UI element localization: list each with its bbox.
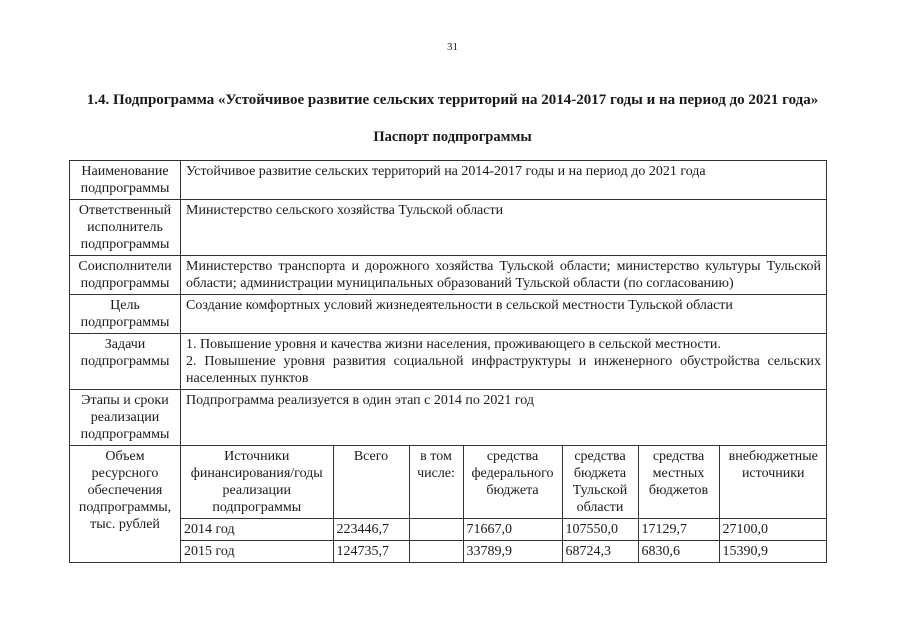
task-item: 1. Повышение уровня и качества жизни населения, проживающего в сельской местности. xyxy=(186,337,721,352)
incl-cell xyxy=(409,541,463,563)
passport-table xyxy=(69,160,827,563)
extra-cell: 15390,9 xyxy=(719,541,827,563)
row-funding xyxy=(70,446,827,563)
funding-header-row xyxy=(181,446,827,519)
local-cell: 6830,6 xyxy=(638,541,719,563)
header-federal: средства федерального бюджета xyxy=(463,446,562,519)
name-label: Наименование подпрограммы xyxy=(70,161,181,200)
passport-title: Паспорт подпрограммы xyxy=(373,129,532,145)
year-cell: 2015 год xyxy=(181,541,333,563)
stages-label: Этапы и сроки реализации подпрограммы xyxy=(70,390,181,446)
executor-value: Министерство сельского хозяйства Тульской области xyxy=(181,200,827,256)
header-source: Источники финансирования/годы реализации подпрограммы xyxy=(181,446,333,519)
funding-label: Объем ресурсного обеспечения подпрограммы, тыс. рублей xyxy=(70,446,181,563)
row-goal xyxy=(70,295,827,334)
row-coexecutors xyxy=(70,256,827,295)
year-cell: 2014 год xyxy=(181,519,333,541)
coexecutors-value: Министерство транспорта и дорожного хозяйства Тульской области; министерство культуры Тульской области; администрации муниципальных образований Тульской области (по согласованию) xyxy=(181,256,827,295)
name-value: Устойчивое развитие сельских территорий на 2014-2017 годы и на период до 2021 года xyxy=(181,161,827,200)
header-extra: внебюджетные источники xyxy=(719,446,827,519)
tasks-label: Задачи подпрограммы xyxy=(70,334,181,390)
header-local: средства местных бюджетов xyxy=(638,446,719,519)
local-cell: 17129,7 xyxy=(638,519,719,541)
federal-cell: 33789,9 xyxy=(463,541,562,563)
funding-table xyxy=(181,446,827,562)
row-name xyxy=(70,161,827,200)
row-tasks xyxy=(70,334,827,390)
task-item: 2. Повышение уровня развития социальной инфраструктуры и инженерного обустройства сельских населенных пунктов xyxy=(186,354,821,386)
header-total: Всего xyxy=(333,446,409,519)
incl-cell xyxy=(409,519,463,541)
tasks-value xyxy=(181,334,827,390)
row-stages xyxy=(70,390,827,446)
goal-label: Цель подпрограммы xyxy=(70,295,181,334)
regional-cell: 68724,3 xyxy=(562,541,638,563)
row-executor xyxy=(70,200,827,256)
goal-value: Создание комфортных условий жизнедеятельности в сельской местности Тульской области xyxy=(181,295,827,334)
header-incl: в том числе: xyxy=(409,446,463,519)
stages-value: Подпрограмма реализуется в один этап с 2014 по 2021 год xyxy=(181,390,827,446)
total-cell: 124735,7 xyxy=(333,541,409,563)
executor-label: Ответственный исполнитель подпрограммы xyxy=(70,200,181,256)
total-cell: 223446,7 xyxy=(333,519,409,541)
page-number: 31 xyxy=(447,41,458,53)
regional-cell: 107550,0 xyxy=(562,519,638,541)
extra-cell: 27100,0 xyxy=(719,519,827,541)
federal-cell: 71667,0 xyxy=(463,519,562,541)
funding-cell xyxy=(181,446,827,563)
funding-year-row xyxy=(181,541,827,563)
coexecutors-label: Соисполнители подпрограммы xyxy=(70,256,181,295)
header-regional: средства бюджета Тульской области xyxy=(562,446,638,519)
funding-year-row xyxy=(181,519,827,541)
section-title: 1.4. Подпрограмма «Устойчивое развитие сельских территорий на 2014-2017 годы и на период до 2021 года» xyxy=(86,92,819,108)
